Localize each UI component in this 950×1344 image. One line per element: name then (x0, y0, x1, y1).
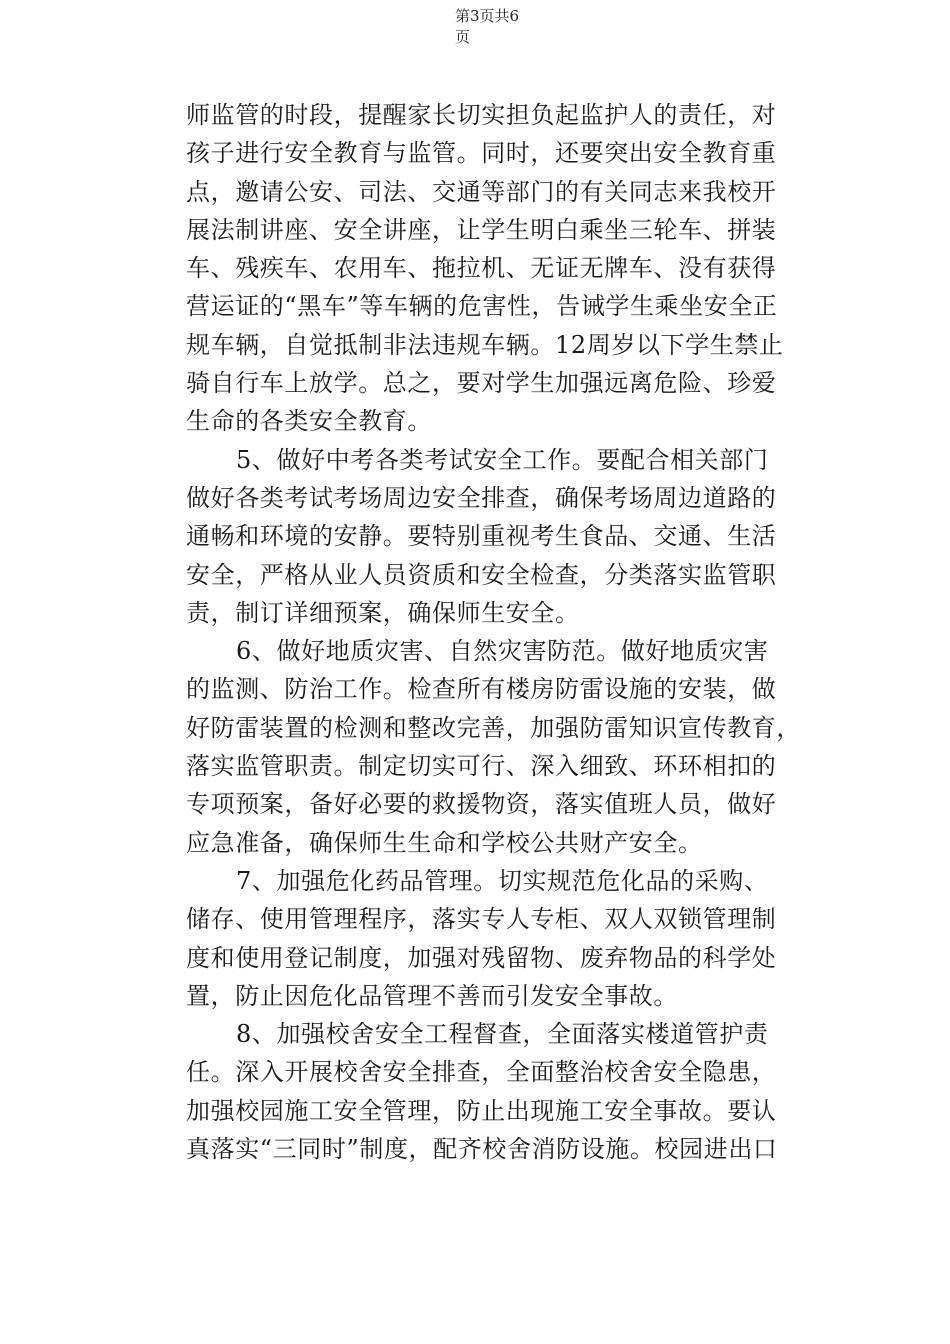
text-line: 储存、使用管理程序，落实专人专柜、双人双锁管理制 (186, 905, 777, 934)
text-line: 营运证的“黑车”等车辆的危害性，告诫学生乘坐安全正 (186, 292, 778, 321)
text-line: 展法制讲座、安全讲座，让学生明白乘坐三轮车、拼装 (186, 215, 777, 244)
text-line: 7、加强危化药品管理。切实规范危化品的采购、 (236, 866, 769, 895)
text-line: 车、残疾车、农用车、拖拉机、无证无牌车、没有获得 (186, 254, 777, 283)
page-number-header (455, 6, 545, 48)
text-line: 骑自行车上放学。总之，要对学生加强远离危险、珍爱 (186, 369, 777, 398)
text-line: 6、做好地质灾害、自然灾害防范。做好地质灾害 (236, 637, 769, 666)
paragraph-item-8 (186, 1015, 826, 1168)
document-body (186, 96, 826, 1168)
text-line: 规车辆，自觉抵制非法违规车辆。12周岁以下学生禁止 (186, 330, 784, 359)
text-line: 落实监管职责。制定切实可行、深入细致、环环相扣的 (186, 752, 777, 781)
text-line: 应急准备，确保师生生命和学校公共财产安全。 (186, 828, 703, 857)
text-line: 任。深入开展校舍安全排查，全面整治校舍安全隐患， (186, 1058, 777, 1087)
page-number-line-2: 页 (455, 28, 471, 46)
page-number-line-1: 第3页共6 (455, 7, 520, 25)
paragraph-item-6 (186, 632, 826, 862)
text-line: 孩子进行安全教育与监管。同时，还要突出安全教育重 (186, 139, 777, 168)
text-line: 的监测、防治工作。检查所有楼房防雷设施的安装，做 (186, 675, 777, 704)
text-line: 生命的各类安全教育。 (186, 407, 432, 436)
text-line: 5、做好中考各类考试安全工作。要配合相关部门 (236, 445, 769, 474)
text-line: 专项预案，备好必要的救援物资，落实值班人员，做好 (186, 790, 777, 819)
text-line: 好防雷装置的检测和整改完善，加强防雷知识宣传教育， (186, 713, 801, 742)
text-line: 度和使用登记制度，加强对残留物、废弃物品的科学处 (186, 943, 777, 972)
text-line: 师监管的时段，提醒家长切实担负起监护人的责任，对 (186, 101, 777, 129)
paragraph-continuation (186, 96, 826, 441)
text-line: 做好各类考试考场周边安全排查，确保考场周边道路的 (186, 483, 777, 512)
paragraph-item-7 (186, 862, 826, 1015)
text-line: 安全，严格从业人员资质和安全检查，分类落实监管职 (186, 560, 777, 589)
text-line: 点，邀请公安、司法、交通等部门的有关同志来我校开 (186, 177, 777, 206)
paragraph-item-5 (186, 441, 826, 632)
text-line: 加强校园施工安全管理，防止出现施工安全事故。要认 (186, 1096, 777, 1125)
text-line: 置，防止因危化品管理不善而引发安全事故。 (186, 981, 678, 1010)
text-line: 通畅和环境的安静。要特别重视考生食品、交通、生活 (186, 522, 777, 551)
text-line: 责，制订详细预案，确保师生安全。 (186, 598, 580, 627)
text-line: 8、加强校舍安全工程督查，全面落实楼道管护责 (236, 1020, 769, 1049)
text-line: 真落实“三同时”制度，配齐校舍消防设施。校园进出口 (186, 1135, 778, 1164)
